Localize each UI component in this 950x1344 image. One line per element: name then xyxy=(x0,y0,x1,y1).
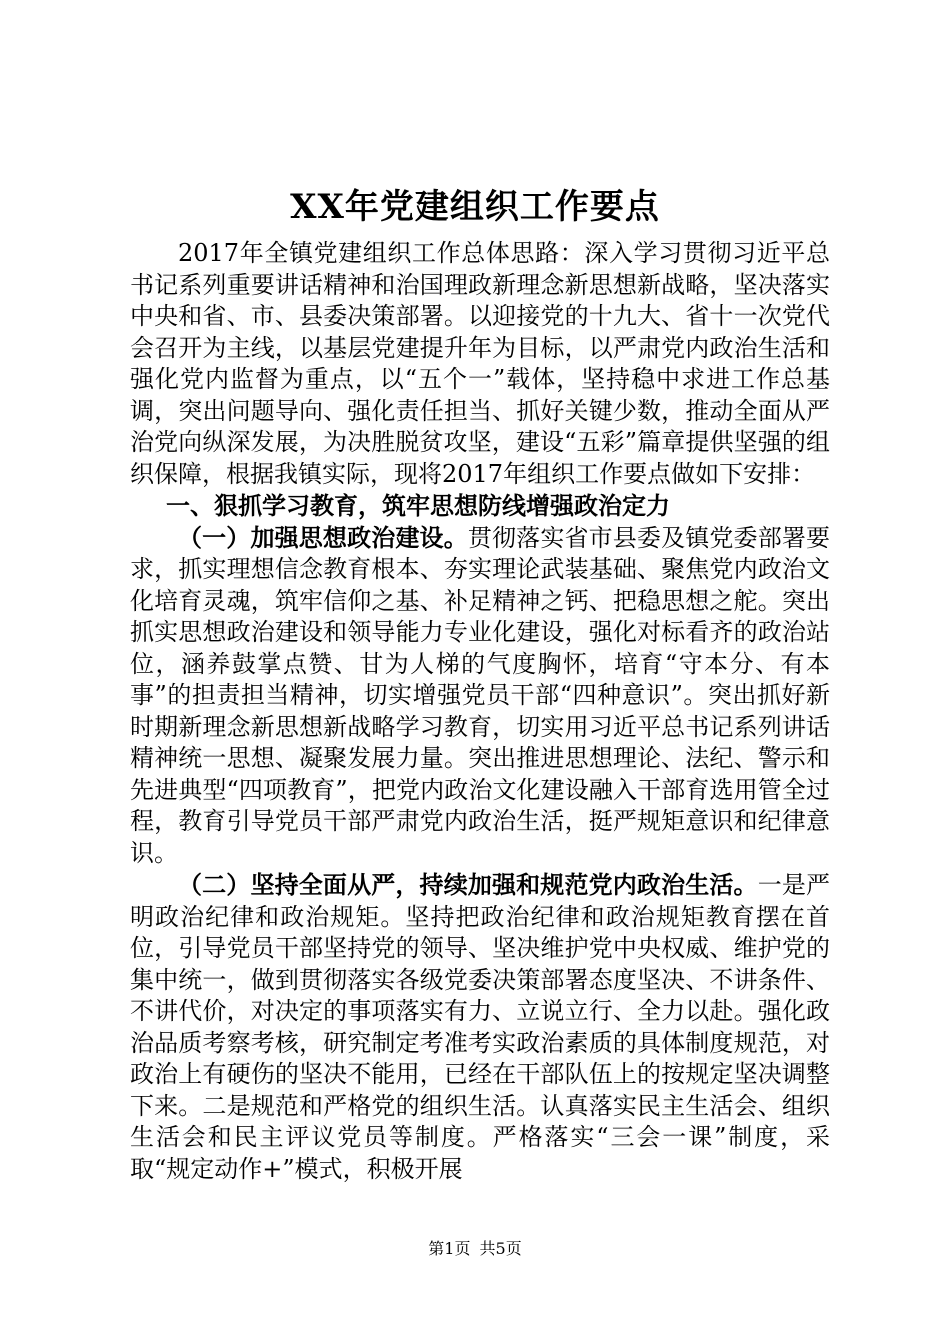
page-number-footer: 第1页 共5页 xyxy=(428,1239,522,1258)
item-paragraph-1 xyxy=(130,522,830,870)
document-body xyxy=(130,238,830,1185)
item-body-2: 一是严明政治纪律和政治规矩。坚持把政治纪律和政治规矩教育摆在首位，引导党员干部坚持党的领导、坚决维护党中央权威、维护党的集中统一，做到贯彻落实各级党委决策部署态度坚决、不讲条件、不讲代价，对决定的事项落实有力、立说立行、全力以赴。强化政治品质考察考核，研究制定考准考实政治素质的具体制度规范，对政治上有硬伤的坚决不能用，已经在干部队伍上的按规定坚决调整下来。二是规范和严格党的组织生活。认真落实民主生活会、组织生活会和民主评议党员等制度。严格落实“三会一课”制度，采取“规定动作+”模式，积极开展 xyxy=(130,871,831,1183)
intro-paragraph: 2017年全镇党建组织工作总体思路：深入学习贯彻习近平总书记系列重要讲话精神和治国理政新理念新思想新战略，坚决落实中央和省、市、县委决策部署。以迎接党的十九大、省十一次党代会召开为主线，以基层党建提升年为目标，以严肃党内政治生活和强化党内监督为重点，以“五个一”载体，坚持稳中求进工作总基调，突出问题导向、强化责任担当、抓好关键少数，推动全面从严治党向纵深发展，为决胜脱贫攻坚，建设“五彩”篇章提供坚强的组织保障，根据我镇实际，现将2017年组织工作要点做如下安排： xyxy=(130,239,830,488)
item-lead-2: （二）坚持全面从严，持续加强和规范党内政治生活。 xyxy=(178,870,758,899)
item-paragraph-2 xyxy=(130,869,830,1185)
document-title: XX年党建组织工作要点 xyxy=(290,187,660,227)
item-body-1: 贯彻落实省市县委及镇党委部署要求，抓实理想信念教育根本、夯实理论武装基础、聚焦党内政治文化培育灵魂，筑牢信仰之基、补足精神之钙、把稳思想之舵。突出抓实思想政治建设和领导能力专业化建设，强化对标看齐的政治站位，涵养鼓掌点赞、甘为人梯的气度胸怀，培育“守本分、有本事”的担责担当精神，切实增强党员干部“四种意识”。突出抓好新时期新理念新思想新战略学习教育，切实用习近平总书记系列讲话精神统一思想、凝聚发展力量。突出推进思想理论、法纪、警示和先进典型“四项教育”，把党内政治文化建设融入干部育选用管全过程，教育引导党员干部严肃党内政治生活，挺严规矩意识和纪律意识。 xyxy=(130,523,831,867)
section-heading: 一、狠抓学习教育，筑牢思想防线增强政治定力 xyxy=(166,491,670,520)
item-lead-1: （一）加强思想政治建设。 xyxy=(178,522,468,552)
